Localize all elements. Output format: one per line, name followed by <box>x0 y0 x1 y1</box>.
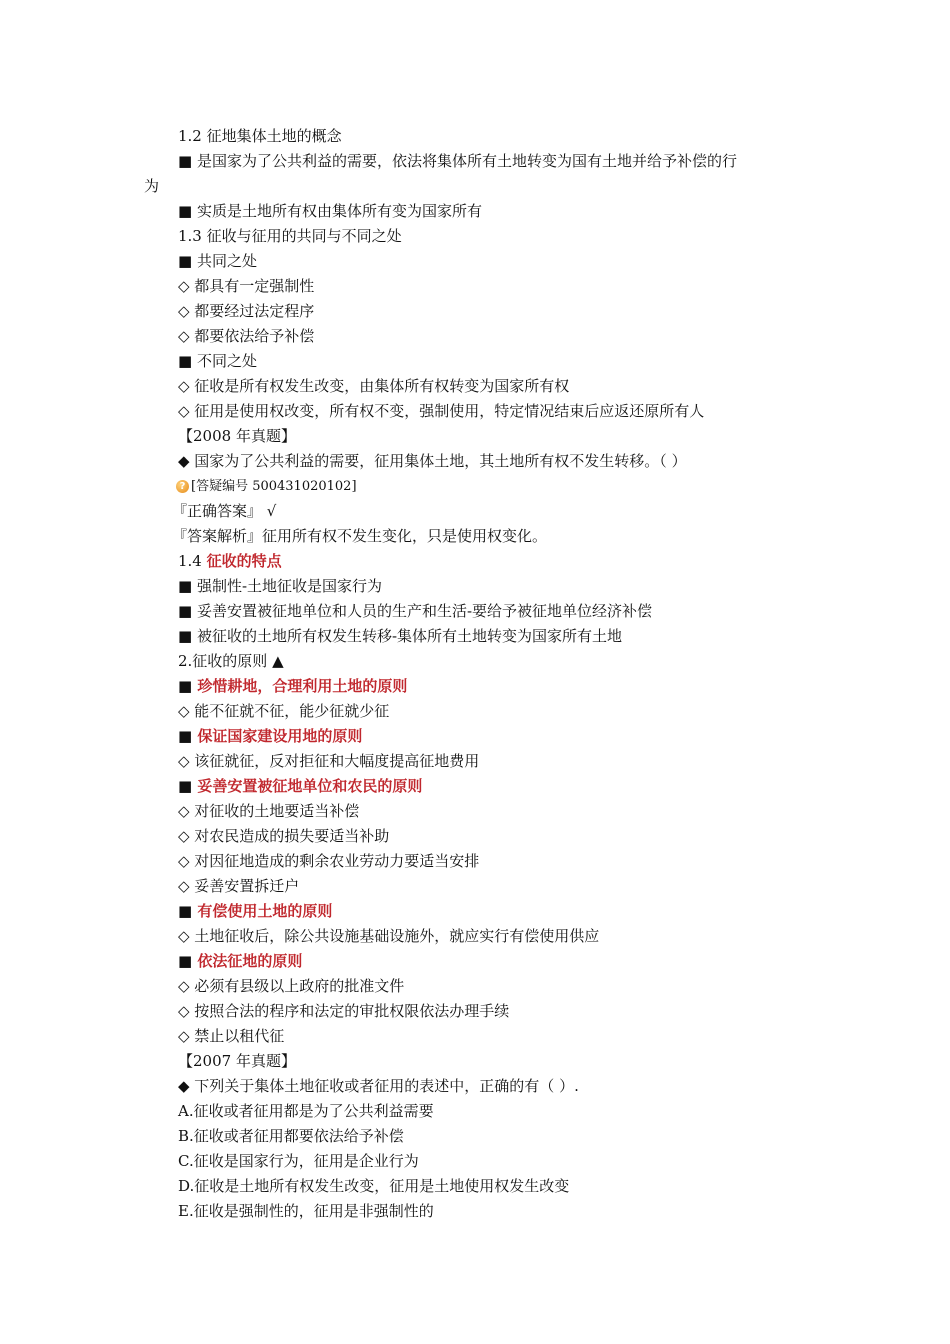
exam-year-2008-label: 【2008 年真题】 <box>178 427 296 445</box>
list-item: ◇ 征收是所有权发生改变，由集体所有权转变为国家所有权 <box>178 377 570 395</box>
section-heading-1-2: 1.2 征地集体土地的概念 <box>178 127 342 145</box>
difference-label: ■ 不同之处 <box>178 352 257 370</box>
principle-heading: ■ 保证国家建设用地的原则 <box>178 727 363 745</box>
list-item: ◇ 对因征地造成的剩余农业劳动力要适当安排 <box>178 852 480 870</box>
option-b: B.征收或者征用都要依法给予补偿 <box>178 1127 404 1145</box>
list-item: ◇ 妥善安置拆迁户 <box>178 877 300 895</box>
list-item: ■ 被征收的土地所有权发生转移-集体所有土地转变为国家所有土地 <box>178 627 623 645</box>
correct-answer: 『正确答案』 √ <box>172 502 277 520</box>
list-item: ◇ 都具有一定强制性 <box>178 277 315 295</box>
question-2007: ◆ 下列关于集体土地征收或者征用的表述中，正确的有（ ）. <box>178 1077 579 1095</box>
answer-explanation: 『答案解析』征用所有权不发生变化，只是使用权变化。 <box>172 527 548 545</box>
list-item: ◇ 禁止以租代征 <box>178 1027 285 1045</box>
option-d: D.征收是土地所有权发生改变，征用是土地使用权发生改变 <box>178 1177 570 1195</box>
list-item: ◇ 对农民造成的损失要适当补助 <box>178 827 390 845</box>
section-heading-1-3: 1.3 征收与征用的共同与不同之处 <box>178 227 402 245</box>
list-item: ■ 妥善安置被征地单位和人员的生产和生活-要给予被征地单位经济补偿 <box>178 602 653 620</box>
list-item: ◇ 征用是使用权改变，所有权不变，强制使用，特定情况结束后应返还原所有人 <box>178 402 705 420</box>
principle-heading: ■ 珍惜耕地，合理利用土地的原则 <box>178 677 408 695</box>
principle-heading: ■ 依法征地的原则 <box>178 952 303 970</box>
list-item: ◇ 必须有县级以上政府的批准文件 <box>178 977 405 995</box>
exam-year-2007-label: 【2007 年真题】 <box>178 1052 296 1070</box>
list-item: ◇ 按照合法的程序和法定的审批权限依法办理手续 <box>178 1002 510 1020</box>
list-item: ◇ 能不征就不征，能少征就少征 <box>178 702 390 720</box>
principle-heading: ■ 有偿使用土地的原则 <box>178 902 333 920</box>
answer-id-line[interactable]: ? [答疑编号 500431020102] <box>178 474 818 499</box>
common-points-label: ■ 共同之处 <box>178 252 257 270</box>
section-heading-2: 2.征收的原则 ▲ <box>178 652 284 670</box>
option-e: E.征收是强制性的，征用是非强制性的 <box>178 1202 434 1220</box>
question-circle-icon[interactable]: ? <box>176 480 189 493</box>
list-item: ◇ 对征收的土地要适当补偿 <box>178 802 360 820</box>
section-heading-1-4: 1.4 征收的特点 <box>178 552 282 570</box>
list-item: ■ 强制性-土地征收是国家行为 <box>178 577 383 595</box>
list-item: ◇ 该征就征，反对拒征和大幅度提高征地费用 <box>178 752 480 770</box>
list-item: ◇ 都要经过法定程序 <box>178 302 315 320</box>
question-2008: ◆ 国家为了公共利益的需要，征用集体土地，其土地所有权不发生转移。（ ） <box>178 452 687 470</box>
essence-line: ■ 实质是土地所有权由集体所有变为国家所有 <box>178 202 482 220</box>
option-c: C.征收是国家行为，征用是企业行为 <box>178 1152 419 1170</box>
list-item: ◇ 都要依法给予补偿 <box>178 327 315 345</box>
definition-line: ■ 是国家为了公共利益的需要，依法将集体所有土地转变为国有土地并给予补偿的行 为 <box>144 152 737 195</box>
principle-heading: ■ 妥善安置被征地单位和农民的原则 <box>178 777 423 795</box>
document-body <box>144 124 818 1224</box>
list-item: ◇ 土地征收后，除公共设施基础设施外，就应实行有偿使用供应 <box>178 927 600 945</box>
option-a: A.征收或者征用都是为了公共利益需要 <box>178 1102 434 1120</box>
